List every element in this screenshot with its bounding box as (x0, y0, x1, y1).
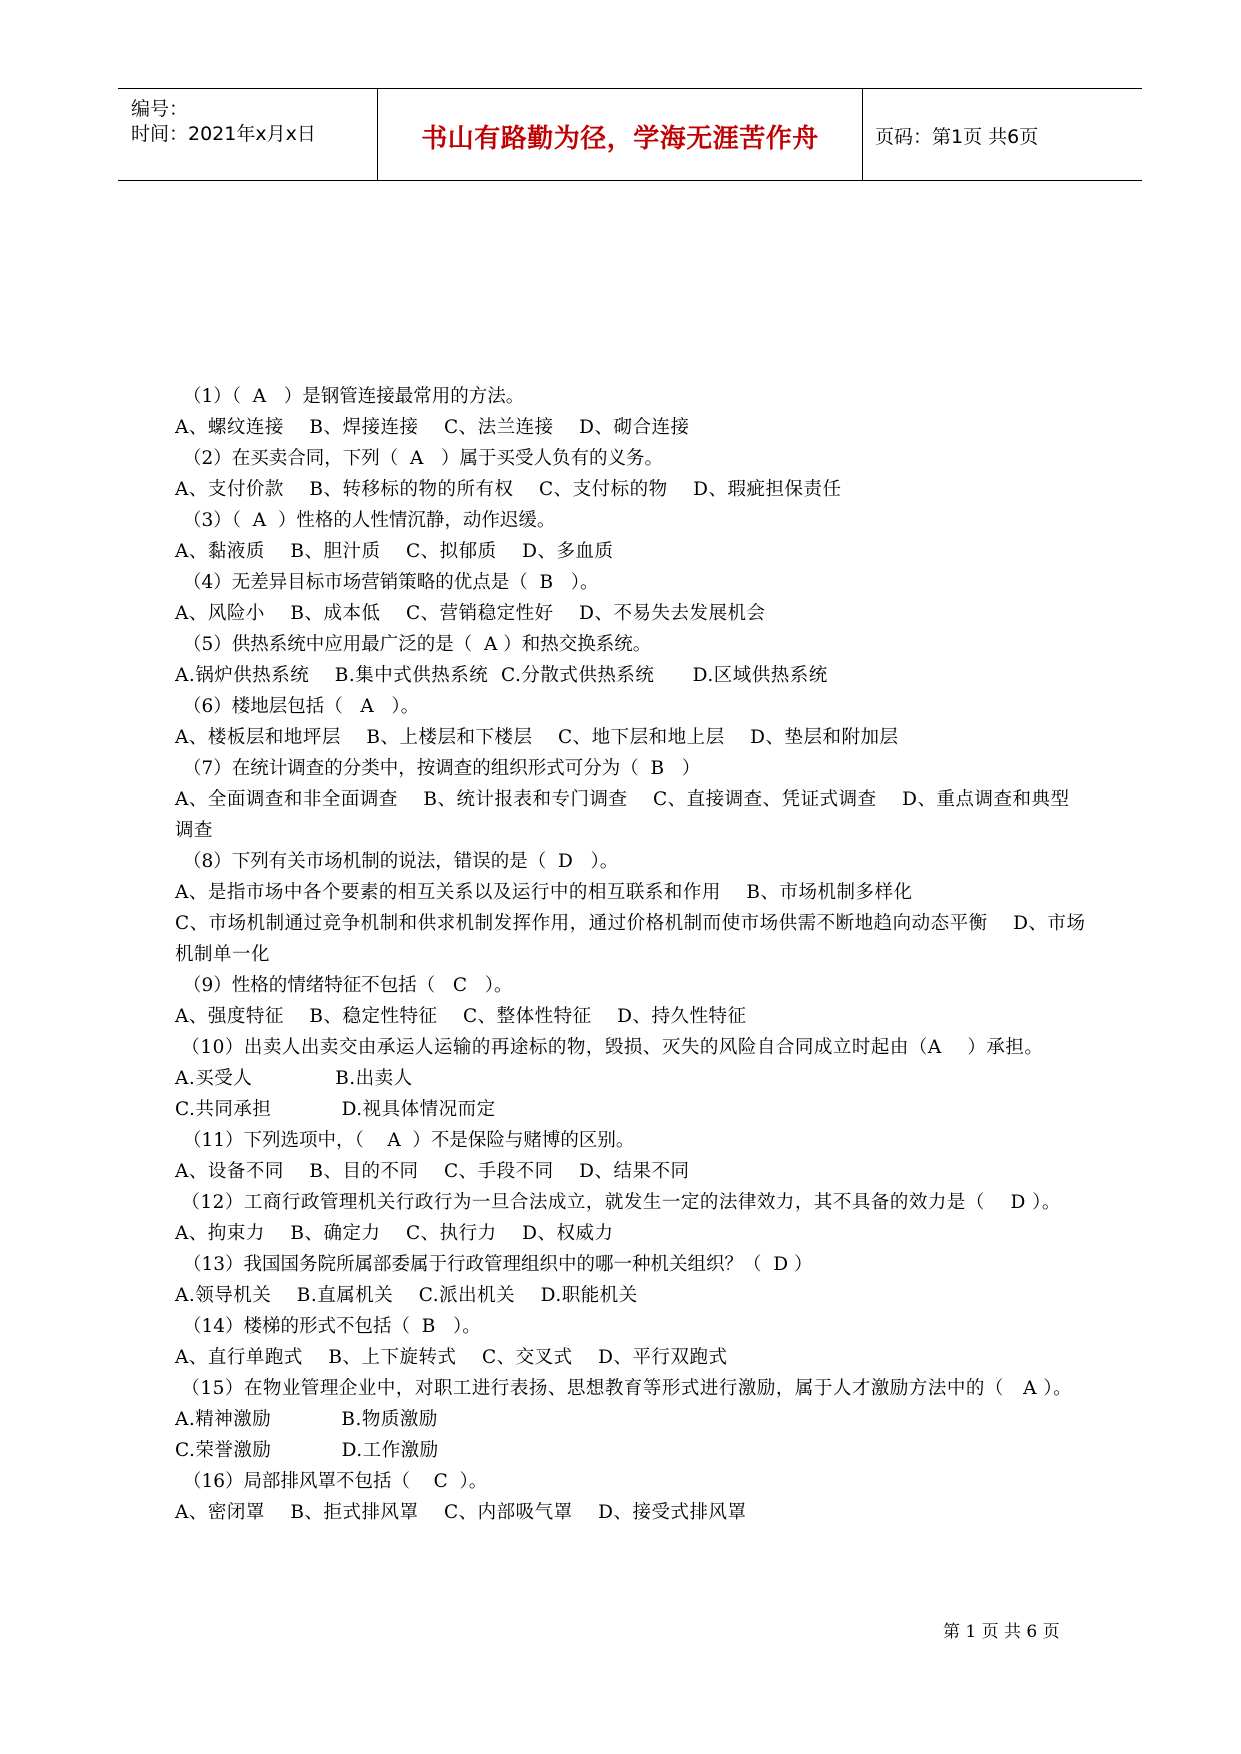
question-line: （9）性格的情绪特征不包括（ C ）。 (183, 975, 513, 996)
document-header (118, 88, 1142, 181)
option-line: A、密闭罩 B、拒式排风罩 C、内部吸气罩 D、接受式排风罩 (175, 1502, 747, 1523)
question-line: （14）楼梯的形式不包括（ B ）。 (183, 1316, 481, 1337)
option-line: （10）出卖人出卖交由承运人运输的再途标的物，毁损、灭失的风险自合同成立时起由（A ）承担。 (175, 1037, 1044, 1058)
option-line: A.精神激励 B.物质激励 (175, 1409, 438, 1430)
page-info: 页码：第1页 共6页 (875, 126, 1039, 148)
question-line: （7）在统计调查的分类中，按调查的组织形式可分为（ B ） (183, 758, 701, 779)
option-line: A.买受人 B.出卖人 (175, 1068, 413, 1089)
option-line: C.荣誉激励 D.工作激励 (175, 1440, 439, 1461)
time-label: 时间：2021年x月x日 (131, 123, 316, 145)
question-line: （13）我国国务院所属部委属于行政管理组织中的哪一种机关组织？（ D ） (183, 1254, 813, 1275)
question-line: （4）无差异目标市场营销策略的优点是（ B ）。 (183, 572, 599, 593)
page-footer: 第 1 页 共 6 页 (943, 1622, 1060, 1642)
option-line: （12）工商行政管理机关行政行为一旦合法成立，就发生一定的法律效力，其不具备的效力是（ D ）。 (175, 1192, 1061, 1213)
option-line: A、螺纹连接 B、焊接连接 C、法兰连接 D、砌合连接 (175, 417, 690, 438)
option-line: A、直行单跑式 B、上下旋转式 C、交叉式 D、平行双跑式 (175, 1347, 728, 1368)
question-line: （8）下列有关市场机制的说法，错误的是（ D ）。 (183, 851, 619, 872)
question-line: （11）下列选项中，（ A ）不是保险与赌博的区别。 (183, 1130, 635, 1151)
question-line: （3）（ A ）性格的人性情沉静，动作迟缓。 (183, 510, 556, 531)
question-line: （16）局部排风罩不包括（ C ）。 (183, 1471, 488, 1492)
option-line: A、风险小 B、成本低 C、营销稳定性好 D、不易失去发展机会 (175, 603, 766, 624)
question-list (175, 381, 1087, 1528)
header-motto-cell (378, 89, 863, 180)
option-line: A、楼板层和地坪层 B、上楼层和下楼层 C、地下层和地上层 D、垫层和附加层 (175, 727, 899, 748)
question-line: （2）在买卖合同，下列（ A ）属于买受人负有的义务。 (183, 448, 664, 469)
header-right-cell (863, 89, 1142, 180)
option-line: A、强度特征 B、稳定性特征 C、整体性特征 D、持久性特征 (175, 1006, 747, 1027)
motto-text: 书山有路勤为径，学海无涯苦作舟 (421, 124, 819, 154)
option-line: A、是指市场中各个要素的相互关系以及运行中的相互联系和作用 B、市场机制多样化 (175, 882, 913, 903)
question-line: （1）（ A ）是钢管连接最常用的方法。 (183, 386, 525, 407)
option-line: A、黏液质 B、胆汁质 C、拟郁质 D、多血质 (175, 541, 614, 562)
option-line: A、支付价款 B、转移标的物的所有权 C、支付标的物 D、瑕疵担保责任 (175, 479, 842, 500)
option-line: A、设备不同 B、目的不同 C、手段不同 D、结果不同 (175, 1161, 690, 1182)
option-line: C、市场机制通过竞争机制和供求机制发挥作用，通过价格机制而使市场供需不断地趋向动态平衡 D、市场机制单一化 (175, 913, 1086, 965)
header-left-cell (118, 89, 378, 180)
option-line: A、拘束力 B、确定力 C、执行力 D、权威力 (175, 1223, 614, 1244)
option-line: （15）在物业管理企业中，对职工进行表扬、思想教育等形式进行激励，属于人才激励方法中的（ A ）。 (175, 1378, 1073, 1399)
question-line: （6）楼地层包括（ A ）。 (183, 696, 420, 717)
question-line: （5）供热系统中应用最广泛的是（ A ）和热交换系统。 (183, 634, 652, 655)
option-line: A、全面调查和非全面调查 B、统计报表和专门调查 C、直接调查、凭证式调查 D、重点调查和典型调查 (175, 789, 1070, 841)
option-line: C.共同承担 D.视具体情况而定 (175, 1099, 496, 1120)
option-line: A.锅炉供热系统 B.集中式供热系统 C.分散式供热系统 D.区域供热系统 (175, 665, 828, 686)
number-label: 编号： (131, 98, 189, 120)
option-line: A.领导机关 B.直属机关 C.派出机关 D.职能机关 (175, 1285, 638, 1306)
